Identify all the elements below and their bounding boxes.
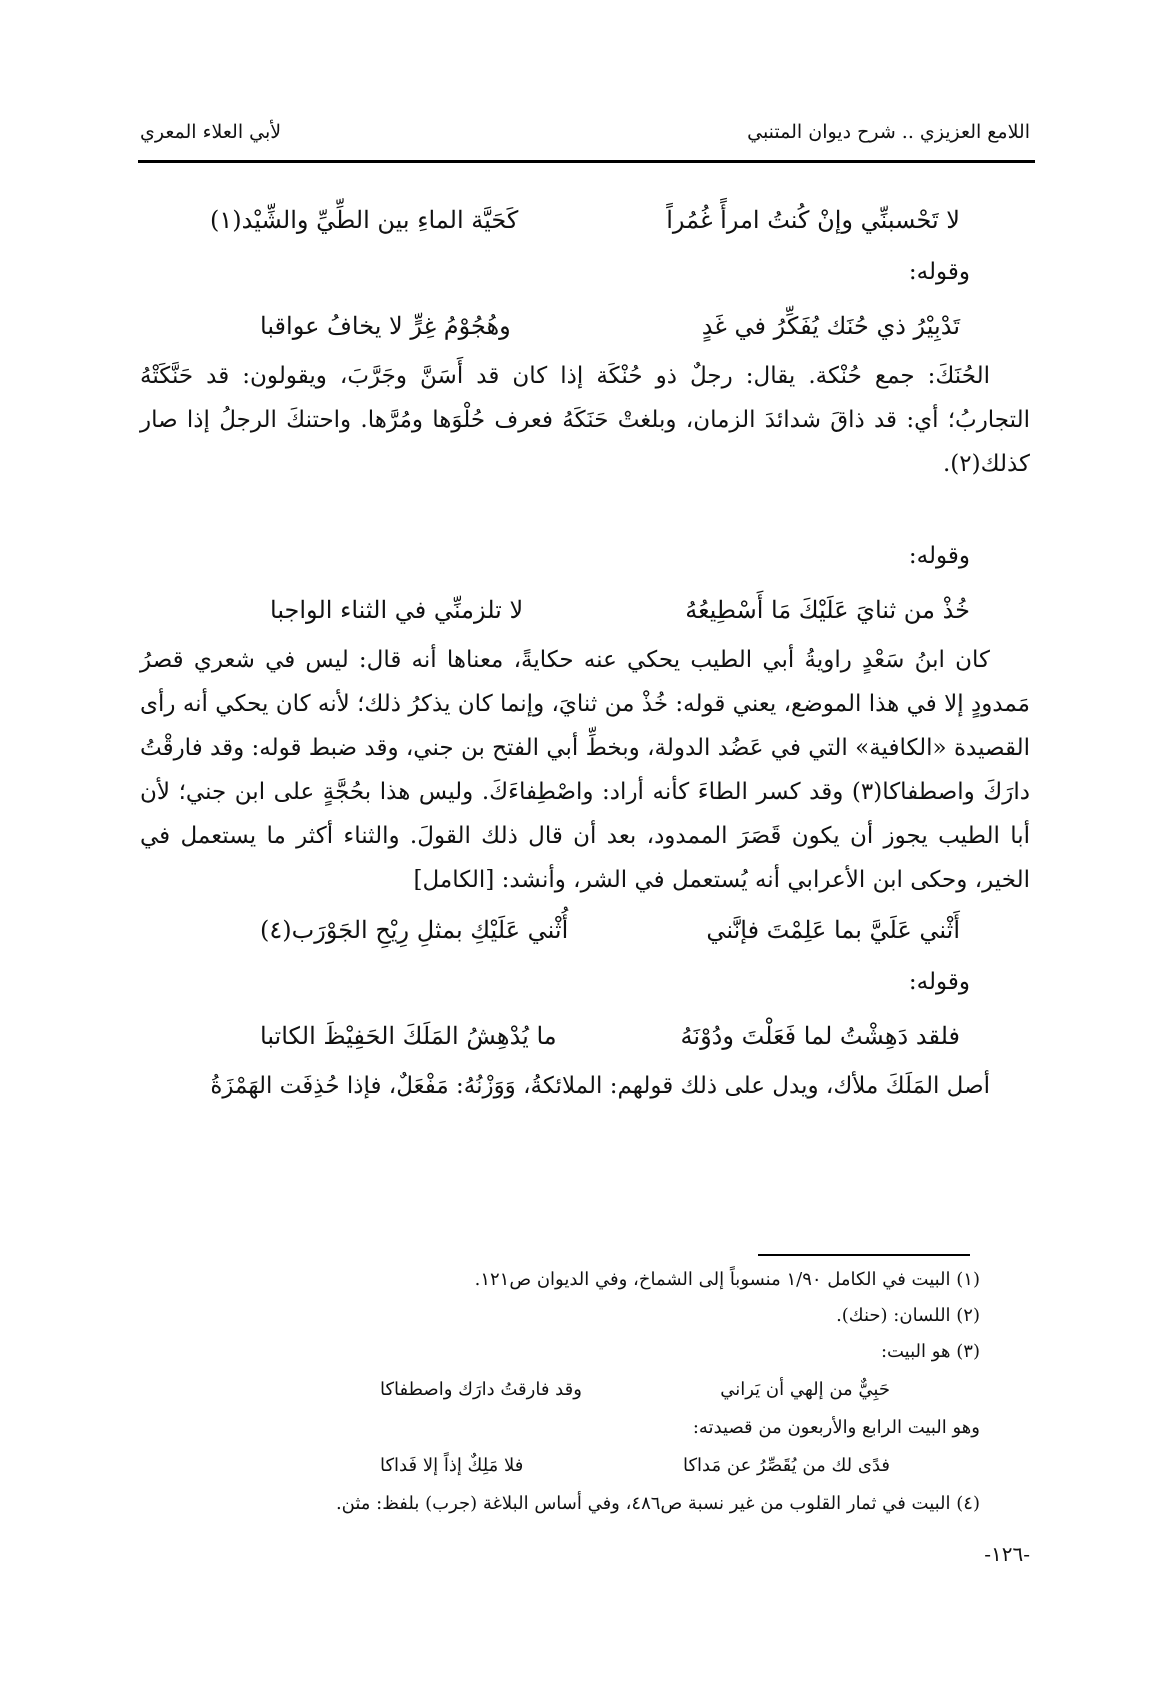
verse-second-hemistich: كَحَيَّة الماءِ بين الطِّيِّ والشِّيْد(١): [210, 206, 519, 234]
main-text: [140, 196, 1030, 1108]
footnote-4: (٤) البيت في ثمار القلوب من غير نسبة ص٤٨٦، وفي أساس البلاغة (جرب) بلفظ: مثن.: [335, 1493, 980, 1514]
verse-first-hemistich: خُذْ من ثنايَ عَلَيْكَ مَا أَسْطِيعُهُ: [685, 596, 970, 624]
commentary-paragraph: الحُنَكَ: جمع حُنْكة. يقال: رجلٌ ذو حُنْكَة إذا كان قد أَسَنَّ وجَرَّبَ، ويقولون: قد حَنَّكَتْهُ التجاربُ؛ أي: قد ذاقَ شدائدَ الزمان، وبلغتْ حَنَكَهُ فعرف حُلْوَها ومُرَّها. واحتنكَ الرجلُ إذا صار كذلك(٢).: [140, 363, 1030, 477]
footnote-1: (١) البيت في الكامل ١/٩٠ منسوباً إلى الشماخ، وفي الديوان ص١٢١.: [474, 1269, 980, 1290]
footnote-verse: [380, 1372, 890, 1408]
verse-first-hemistich: لا تَحْسبنِّي وإنْ كُنتُ امرأً غُمُراً: [666, 206, 960, 234]
commentary-paragraph: كان ابنُ سَعْدٍ راويةُ أبي الطيب يحكي عنه حكايةً، معناها أنه قال: ليس في شعري قصرُ مَمدودٍ إلا في هذا الموضع، يعني قوله: خُذْ من ثنايَ، وإنما كان يذكرُ ذلك؛ لأنه كان يحكي أنه رأى القصيدة «الكافية» التي في عَضُد الدولة، وبخطِّ أبي الفتح بن جني، وقد ضبط قوله: وقد فارقْتُ دارَكَ واصطفاكا(٣) وقد كسر الطاءَ كأنه أراد: واصْطِفاءَكَ. وليس هذا بحُجَّةٍ على ابن جني؛ لأن أبا الطيب يجوز أن يكون قَصَرَ الممدود، بعد أن قال ذلك القولَ. والثناء أكثر ما يستعمل في الخير، وحكى ابن الأعرابي أنه يُستعمل في الشر، وأنشد: [الكامل]: [140, 647, 1030, 893]
poem-verse: [260, 1014, 960, 1058]
running-head-book-title: اللامع العزيزي .. شرح ديوان المتنبي: [747, 121, 1030, 143]
verse-intro: وقوله:: [908, 543, 970, 569]
poem-verse: [260, 304, 960, 348]
running-head: [140, 112, 1030, 152]
footnotes: [150, 1262, 980, 1522]
verse-second-hemistich: وهُجُوْمُ غِرٍّ لا يخافُ عواقبا: [260, 312, 511, 340]
verse-first-hemistich: تَدْبِيْرُ ذي حُنَك يُفَكِّرُ في غَدٍ: [701, 312, 960, 340]
verse-first-hemistich: حَبِيٌّ من إلهي أن يَراني: [720, 1379, 890, 1400]
footnote-rule: [758, 1254, 970, 1256]
verse-second-hemistich: فلا مَلِكٌ إذاً إلا فَداكا: [380, 1455, 524, 1476]
running-head-author: لأبي العلاء المعري: [140, 121, 282, 143]
verse-first-hemistich: فدًى لك من يُقَصِّرُ عن مَداكا: [683, 1455, 890, 1476]
poem-verse: [210, 198, 960, 242]
verse-first-hemistich: أَثْني عَلَيَّ بما عَلِمْتَ فإنَّني: [706, 916, 960, 944]
verse-intro: وقوله:: [908, 969, 970, 995]
poem-verse: [260, 908, 960, 952]
page-number: -١٢٦-: [984, 1542, 1030, 1566]
footnote-2: (٢) اللسان: (حنك).: [836, 1305, 980, 1326]
header-rule: [138, 160, 1035, 163]
verse-second-hemistich: لا تلزمنِّي في الثناء الواجبا: [270, 596, 524, 624]
verse-first-hemistich: فلقد دَهِشْتُ لما فَعَلْتَ ودُوْنَهُ: [680, 1022, 960, 1050]
commentary-paragraph: أصل المَلَكَ ملأك، ويدل على ذلك قولهم: الملائكةُ، وَوَزْنُهُ: مَفْعَلٌ، فإذا حُذِفَت الهَمْزَةُ: [210, 1073, 990, 1099]
verse-second-hemistich: أُثْني عَلَيْكِ بمثلِ رِيْحِ الجَوْرَب(٤): [260, 916, 569, 944]
poem-verse: [270, 588, 970, 632]
verse-intro: وقوله:: [908, 259, 970, 285]
spacer: [140, 486, 1030, 526]
verse-second-hemistich: وقد فارقتُ دارَك واصطفاكا: [380, 1379, 582, 1400]
footnote-verse: [380, 1448, 890, 1484]
verse-second-hemistich: ما يُدْهِشُ المَلَكَ الحَفِيْظَ الكاتبا: [260, 1022, 557, 1050]
footnote-3-note: وهو البيت الرابع والأربعون من قصيدته:: [692, 1417, 980, 1438]
footnote-3: (٣) هو البيت:: [880, 1341, 980, 1362]
